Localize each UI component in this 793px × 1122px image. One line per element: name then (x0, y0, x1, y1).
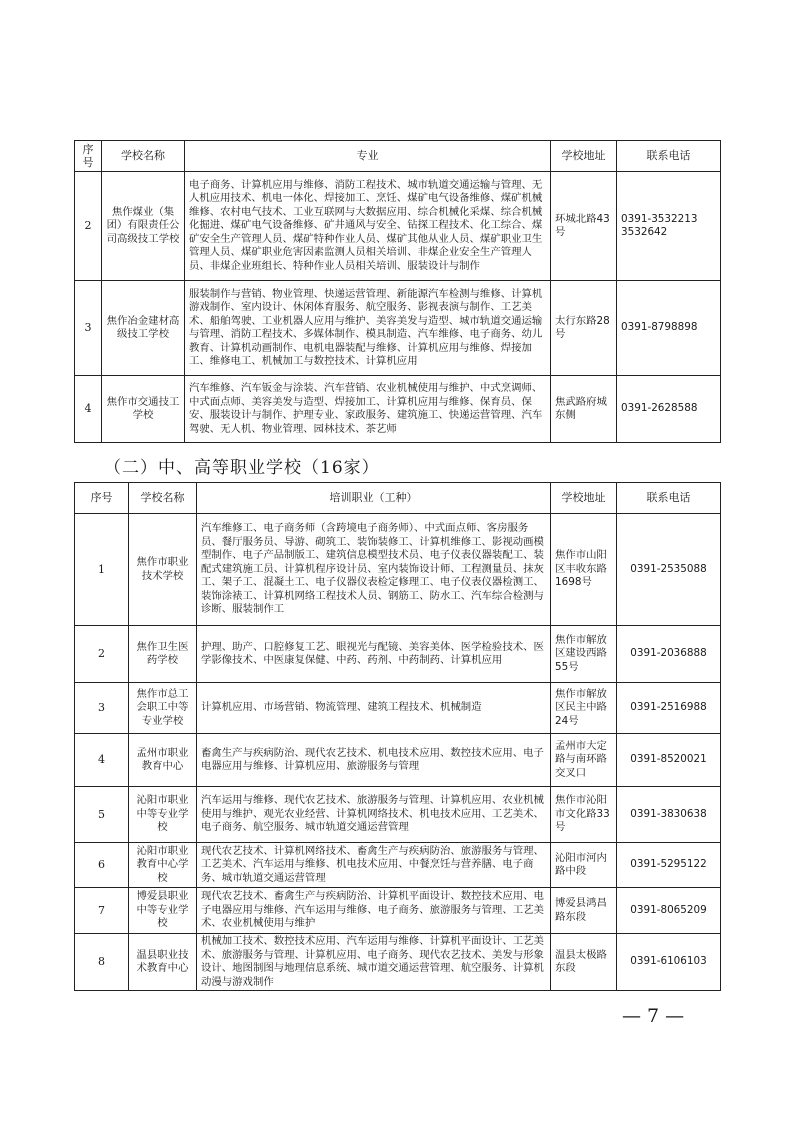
col-header-address: 学校地址 (551, 141, 617, 172)
table-row (75, 888, 721, 934)
school-name: 博爱县职业中等专业学校 (129, 888, 197, 934)
table-row (75, 514, 721, 626)
table-header-row (75, 141, 721, 172)
col-header-school: 学校名称 (129, 483, 197, 514)
majors: 护理、助产、口腔修复工艺、眼视光与配镜、美容美体、医学检验技术、医学影像技术、中医康复保健、中药、药剂、中药制药、计算机应用 (197, 626, 551, 683)
majors: 现代农艺技术、计算机网络技术、畜禽生产与疾病防治、旅游服务与管理、工艺美术、汽车运用与维修、机电技术应用、中餐烹饪与营养膳、电子商务、城市轨道交通运营管理 (197, 843, 551, 888)
schools-table-2 (74, 482, 721, 991)
school-address: 焦作市沁阳市文化路33号 (551, 787, 617, 843)
school-address: 博爱县鸿昌路东段 (551, 888, 617, 934)
table-row (75, 626, 721, 683)
table-row (75, 843, 721, 888)
school-name: 沁阳市职业中等专业学校 (129, 787, 197, 843)
section-heading: （二）中、高等职业学校（16家） (104, 458, 380, 478)
phone: 0391-3532213 3532642 (617, 172, 721, 281)
schools-table-1 (74, 140, 721, 443)
row-number: 3 (75, 683, 129, 734)
school-name: 沁阳市职业教育中心学校 (129, 843, 197, 888)
majors: 电子商务、计算机应用与维修、消防工程技术、城市轨道交通运输与管理、无人机应用技术、机电一体化、焊接加工、烹饪、煤矿电气设备维修、煤矿机械维修、农村电气技术、工业互联网与大数据应用、综合机械化采煤、综合机械化掘进、煤矿电气设备维修、矿井通风与安全、钻探工程技术、化工综合、煤矿安全生产管理人员、煤矿特种作业人员、煤矿其他从业人员、煤矿职业卫生管理人员、煤矿职业危害因素监测人员相关培训、非煤企业安全生产管理人员、非煤企业班组长、特种作业人员相关培训、服装设计与制作 (185, 172, 551, 281)
school-address: 太行东路28号 (551, 281, 617, 376)
row-number: 4 (75, 376, 102, 443)
school-name: 焦作市交通技工学校 (102, 376, 185, 443)
school-address: 环城北路43号 (551, 172, 617, 281)
majors: 汽车维修、汽车钣金与涂装、汽车营销、农业机械使用与维护、中式烹调师、中式面点师、美容美发与造型、焊接加工、计算机应用与维修、保育员、保安、服装设计与制作、护理专业、家政服务、建筑施工、快递运营管理、汽车驾驶、无人机、物业管理、园林技术、茶艺师 (185, 376, 551, 443)
school-name: 焦作市总工会职工中等专业学校 (129, 683, 197, 734)
table-row (75, 934, 721, 991)
col-header-phone: 联系电话 (617, 483, 721, 514)
majors: 汽车运用与维修、现代农艺技术、旅游服务与管理、计算机应用、农业机械使用与维护、观光农业经营、计算机网络技术、机电技术应用、工艺美术、电子商务、航空服务、城市轨道交通运营管理 (197, 787, 551, 843)
phone: 0391-2628588 (617, 376, 721, 443)
phone: 0391-3830638 (617, 787, 721, 843)
phone: 0391-2036888 (617, 626, 721, 683)
majors: 服装制作与营销、物业管理、快递运营管理、新能源汽车检测与维修、计算机游戏制作、室内设计、休闲体育服务、航空服务、影视表演与制作、工艺美术、船舶驾驶、工业机器人应用与维护、美容美发与造型、城市轨道交通运输与管理、消防工程技术、多媒体制作、模具制造、汽车维修、电子商务、幼儿教育、计算机动画制作、电机电器装配与维修、计算机应用与维修、焊接加工、维修电工、机械加工与数控技术、计算机应用 (185, 281, 551, 376)
school-name: 焦作煤业（集团）有限责任公司高级技工学校 (102, 172, 185, 281)
school-name: 焦作冶金建材高级技工学校 (102, 281, 185, 376)
phone: 0391-8520021 (617, 734, 721, 787)
col-header-majors: 培训职业（工种） (197, 483, 551, 514)
col-header-no: 序号 (75, 483, 129, 514)
row-number: 3 (75, 281, 102, 376)
school-name: 温县职业技术教育中心 (129, 934, 197, 991)
school-address: 温县太极路东段 (551, 934, 617, 991)
school-name: 焦作卫生医药学校 (129, 626, 197, 683)
school-address: 沁阳市河内路中段 (551, 843, 617, 888)
majors: 机械加工技术、数控技术应用、汽车运用与维修、计算机平面设计、工艺美术、旅游服务与管理、计算机应用、电子商务、现代农艺技术、美发与形象设计、地图制图与地理信息系统、城市道交通运营管理、航空服务、计算机动漫与游戏制作 (197, 934, 551, 991)
table-header-row (75, 483, 721, 514)
col-header-majors: 专业 (185, 141, 551, 172)
phone: 0391-6106103 (617, 934, 721, 991)
table-row (75, 683, 721, 734)
col-header-address: 学校地址 (551, 483, 617, 514)
row-number: 7 (75, 888, 129, 934)
row-number: 2 (75, 172, 102, 281)
majors: 汽车维修工、电子商务师（含跨境电子商务师）、中式面点师、客房服务员、餐厅服务员、导游、砌筑工、装饰装修工、计算机维修工、影视动画模型制作、电子产品制版工、建筑信息模型技术员、电子仪表仪器装配工、装配式建筑施工员、计算机程序设计员、室内装饰设计师、工程测量员、抹灰工、架子工、混凝土工、电子仪器仪表检定修理工、电子仪表仪器检测工、装饰涂裱工、计算机网络工程技术人员、钢筋工、防水工、汽车综合检测与诊断、服装制作工 (197, 514, 551, 626)
row-number: 1 (75, 514, 129, 626)
school-address: 焦作市解放区建设西路55号 (551, 626, 617, 683)
col-header-school: 学校名称 (102, 141, 185, 172)
phone: 0391-8798898 (617, 281, 721, 376)
page-number: — 7 — (622, 1005, 685, 1027)
table-row (75, 734, 721, 787)
phone: 0391-2516988 (617, 683, 721, 734)
phone: 0391-2535088 (617, 514, 721, 626)
school-address: 焦作市山阳区丰收东路1698号 (551, 514, 617, 626)
row-number: 8 (75, 934, 129, 991)
school-name: 孟州市职业教育中心 (129, 734, 197, 787)
phone: 0391-5295122 (617, 843, 721, 888)
school-address: 孟州市大定路与南环路交叉口 (551, 734, 617, 787)
col-header-phone: 联系电话 (617, 141, 721, 172)
majors: 畜禽生产与疾病防治、现代农艺技术、机电技术应用、数控技术应用、电子电器应用与维修、计算机应用、旅游服务与管理 (197, 734, 551, 787)
school-address: 焦武路府城东侧 (551, 376, 617, 443)
row-number: 6 (75, 843, 129, 888)
majors: 现代农艺技术、畜禽生产与疾病防治、计算机平面设计、数控技术应用、电子电器应用与维修、汽车运用与维修、电子商务、旅游服务与管理、工艺美术、农业机械使用与维护 (197, 888, 551, 934)
table-row (75, 281, 721, 376)
phone: 0391-8065209 (617, 888, 721, 934)
table-row (75, 376, 721, 443)
col-header-no: 序号 (75, 141, 102, 172)
row-number: 5 (75, 787, 129, 843)
school-address: 焦作市解放区民主中路24号 (551, 683, 617, 734)
table-row (75, 787, 721, 843)
row-number: 2 (75, 626, 129, 683)
row-number: 4 (75, 734, 129, 787)
table-row (75, 172, 721, 281)
school-name: 焦作市职业技术学校 (129, 514, 197, 626)
majors: 计算机应用、市场营销、物流管理、建筑工程技术、机械制造 (197, 683, 551, 734)
